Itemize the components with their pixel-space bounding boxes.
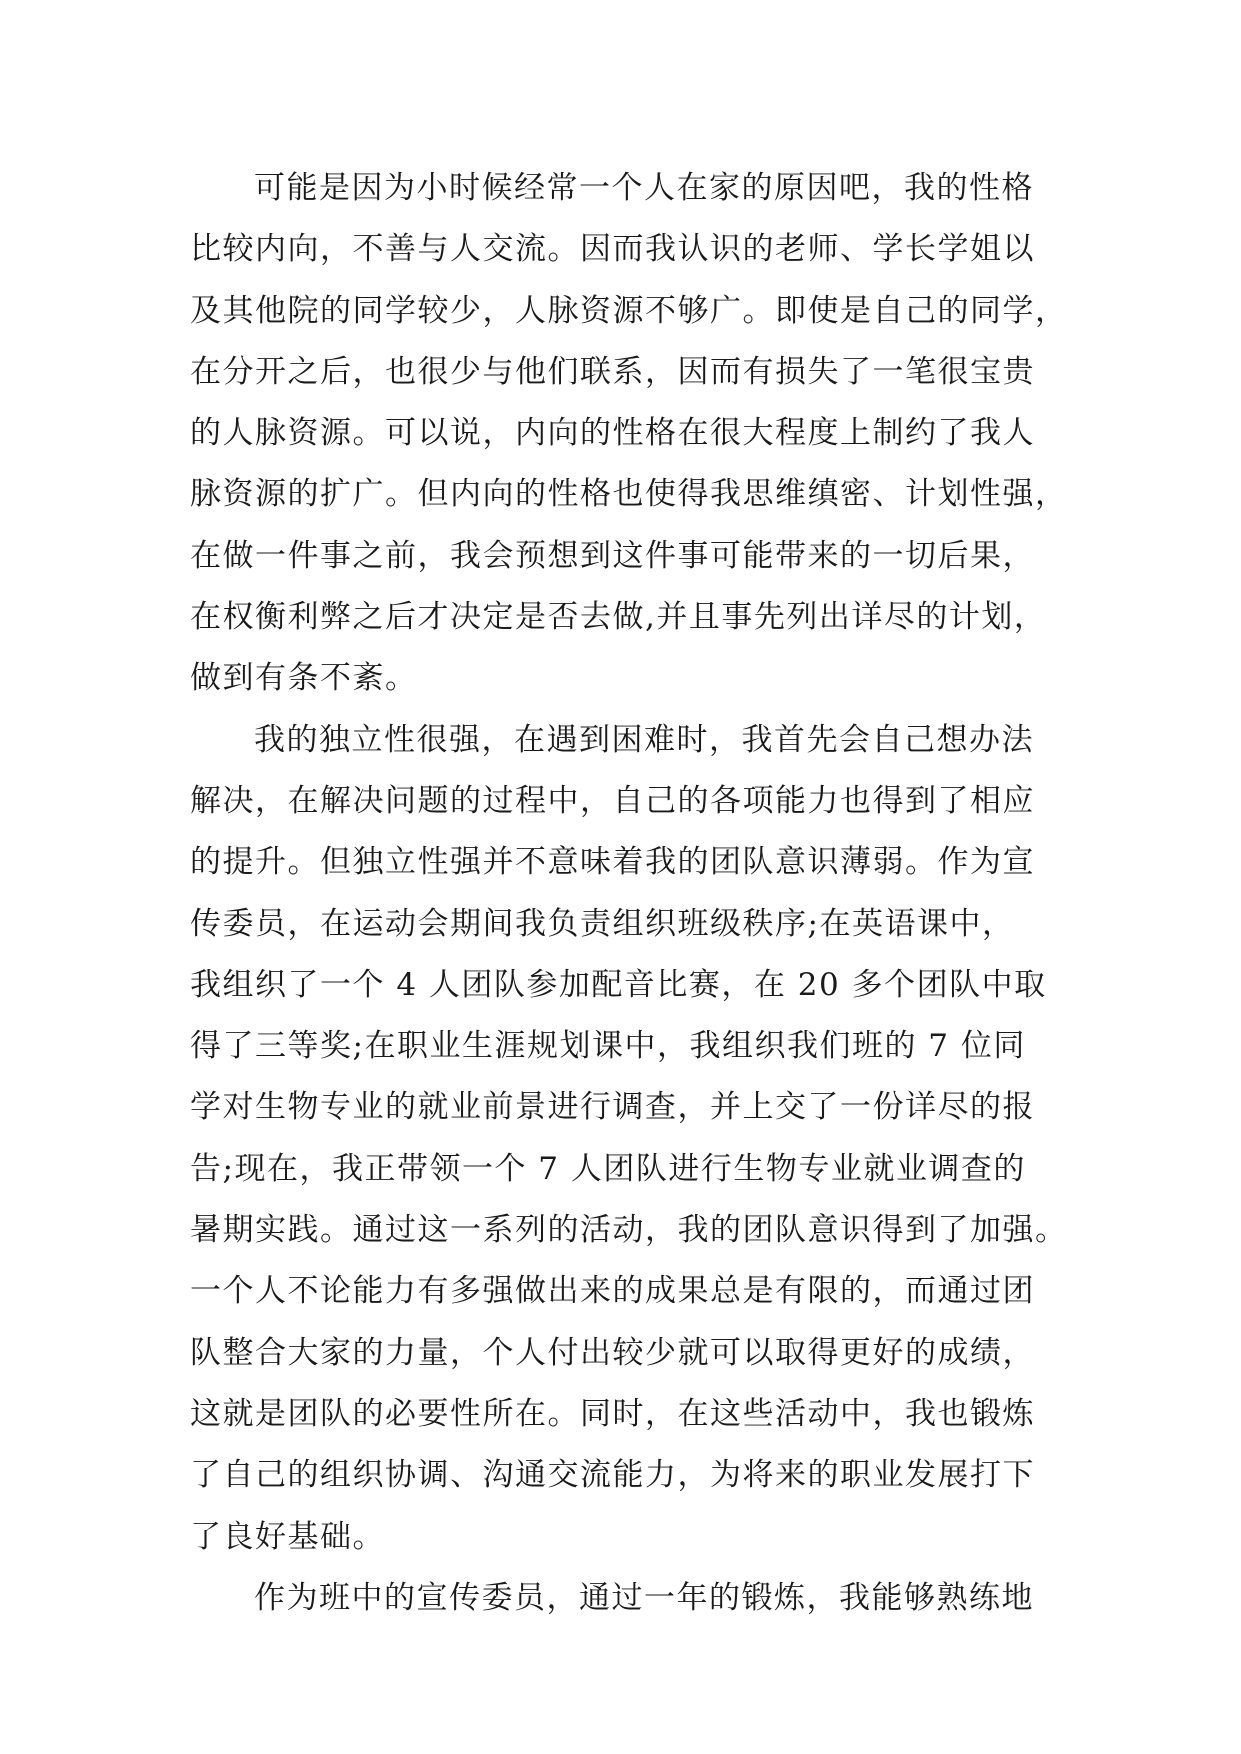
document-body	[190, 158, 1080, 1629]
paragraph-2-line-8: 告;现在，我正带领一个 7 人团队进行生物专业就业调查的	[190, 1150, 1026, 1187]
paragraph-1-line-5: 的人脉资源。可以说，内向的性格在很大程度上制约了我人	[190, 415, 1035, 452]
paragraph-1-line-9: 做到有条不紊。	[190, 660, 418, 697]
paragraph-2-line-14: 了良好基础。	[190, 1518, 385, 1555]
paragraph-2-line-3: 的提升。但独立性强并不意味着我的团队意识薄弱。作为宣	[190, 844, 1035, 881]
paragraph-2-line-10: 一个人不论能力有多强做出来的成果总是有限的，而通过团	[190, 1273, 1035, 1310]
paragraph-2-line-13: 了自己的组织协调、沟通交流能力，为将来的职业发展打下	[190, 1457, 1035, 1494]
paragraph-1-line-6: 脉资源的扩广。但内向的性格也使得我思维缜密、计划性强，	[190, 476, 1068, 513]
paragraph-1-line-7: 在做一件事之前，我会预想到这件事可能带来的一切后果，	[190, 537, 1035, 574]
paragraph-2-line-12: 这就是团队的必要性所在。同时，在这些活动中，我也锻炼	[190, 1395, 1035, 1432]
paragraph-1-line-2: 比较内向，不善与人交流。因而我认识的老师、学长学姐以	[190, 231, 1035, 268]
paragraph-1-line-1: 可能是因为小时候经常一个人在家的原因吧，我的性格	[254, 170, 1034, 206]
paragraph-2-line-11: 队整合大家的力量，个人付出较少就可以取得更好的成绩，	[190, 1334, 1035, 1371]
paragraph-1-line-4: 在分开之后，也很少与他们联系，因而有损失了一笔很宝贵	[190, 353, 1035, 390]
paragraph-2-line-1: 我的独立性很强，在遇到困难时，我首先会自己想办法	[254, 721, 1034, 758]
paragraph-1-line-3: 及其他院的同学较少，人脉资源不够广。即使是自己的同学，	[190, 292, 1068, 329]
paragraph-2-line-6: 得了三等奖;在职业生涯规划课中，我组织我们班的 7 位同	[190, 1028, 1026, 1065]
paragraph-2-line-7: 学对生物专业的就业前景进行调查，并上交了一份详尽的报	[190, 1089, 1035, 1126]
paragraph-2-line-4: 传委员，在运动会期间我负责组织班级秩序;在英语课中，	[190, 905, 1015, 942]
paragraph-1-line-8: 在权衡利弊之后才决定是否去做,并且事先列出详尽的计划，	[190, 599, 1047, 636]
paragraph-2-line-9: 暑期实践。通过这一系列的活动，我的团队意识得到了加强。	[190, 1212, 1068, 1249]
paragraph-2-line-2: 解决，在解决问题的过程中，自己的各项能力也得到了相应	[190, 782, 1035, 819]
paragraph-3-line-1: 作为班中的宣传委员，通过一年的锻炼，我能够熟练地	[254, 1579, 1034, 1616]
paragraph-2-line-5: 我组织了一个 4 人团队参加配音比赛，在 20 多个团队中取	[190, 966, 1047, 1003]
